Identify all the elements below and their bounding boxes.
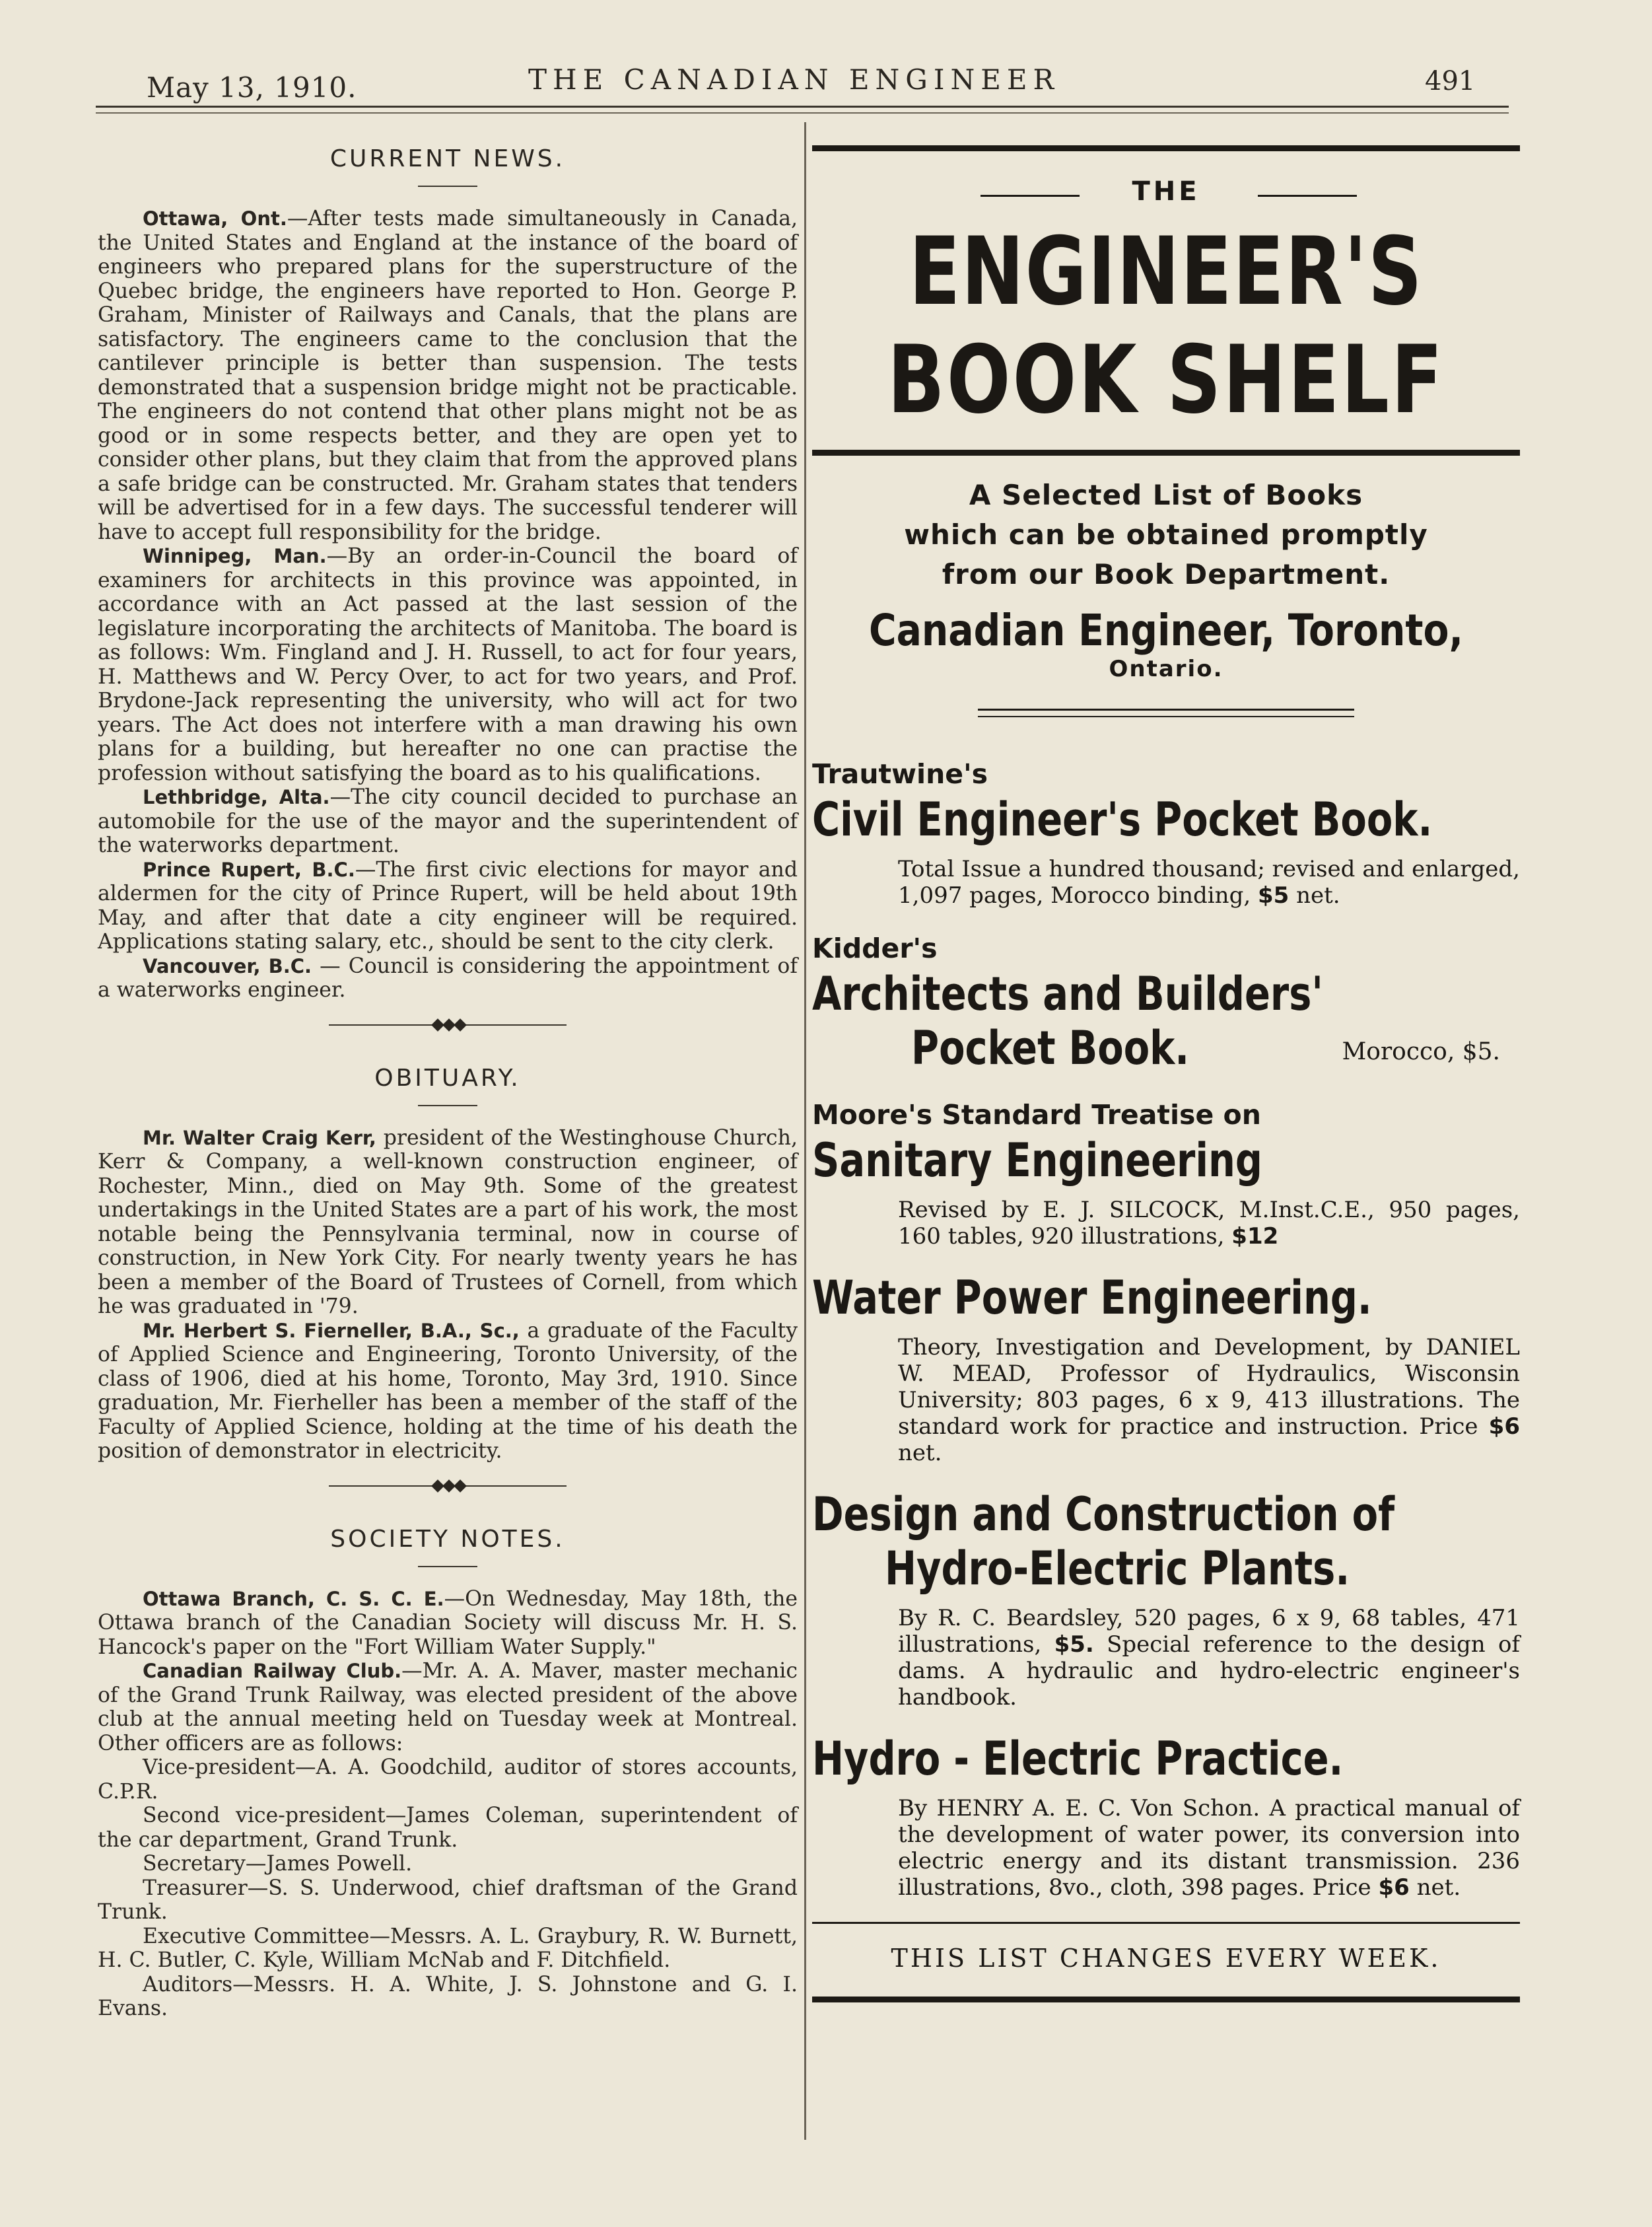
book-price: $5 [1257,882,1290,909]
book-author: Trautwine's [812,758,988,790]
book-author: Moore's Standard Treatise on [812,1099,1261,1131]
ornament-divider [329,1479,567,1493]
news-item-lead: Lethbridge, Alta. [143,786,330,808]
book-title-cont: Hydro-Electric Plants. [885,1541,1350,1596]
ad-title-line2: BOOK SHELF [887,326,1445,435]
header-rule-thin [96,112,1509,114]
selected-line: A Selected List of Books [969,479,1363,511]
current-news-list [98,207,798,1003]
news-item [98,954,798,1003]
book-description [812,1334,1520,1466]
obituary-list [98,1126,798,1464]
the-word: THE [1125,176,1206,207]
book-title: Hydro - Electric Practice. [812,1732,1344,1786]
selected-line: which can be obtained promptly [904,518,1428,551]
obituary-item-text: president of the Westinghouse Church, Kerr & Company, a well-known construction engineer, of Rochester, Minn., died on May 9th. Some of the greatest undertakings in the United States are a part of his work, the most notable being the Pennsylvania terminal, now in course of construction, in New York City. For nearly twenty years he has been a member of the Board of Trustees of Cornell, from which he was graduated in '79. [98,1125,798,1318]
news-item [98,207,798,544]
book-entry [812,1732,1520,1901]
book-title: Design and Construction of [812,1487,1395,1541]
book-desc-text: Revised by E. J. SILCOCK, M.Inst.C.E., 950 pages, 160 tables, 920 illustrations, [898,1197,1520,1250]
ad-bottom-rule [812,1997,1520,2002]
book-title-row [812,1021,1520,1075]
book-title: Architects and Builders' [812,967,1323,1021]
book-desc-tail: Special reference to the design of dams. A hydraulic and hydro-electric engineer's handbook. [898,1631,1520,1711]
news-item-text: —After tests made simultaneously in Canada, the United States and England at the instance of the board of engineers who prepared plans for the superstructure of the Quebec bridge, the engineers have reported to Hon. George P. Graham, Minister of Railways and Canals, that the plans are satisfactory. The engineers came to the conclusion that the cantilever principle is better than suspension. The tests demonstrated that a suspension bridge might not be practicable. The engineers do not contend that other plans might not be as good or in some respects better, and they are open yet to consider other plans, but they claim that from the approved plans a safe bridge can be constructed. Mr. Graham states that tenders will be advertised for in a few days. The successful tenderer will have to accept full responsibility for the bridge. [98,207,798,544]
society-notes-list [98,1587,798,2021]
book-desc-tail: net. [898,1440,942,1466]
news-item-text: — Council is considering the appointment of a waterworks engineer. [98,954,798,1002]
officer-entry: Auditors—Messrs. H. A. White, J. S. Johnstone and G. I. Evans. [98,1972,798,2020]
book-desc-text: By HENRY A. E. C. Von Schon. A practical manual of the development of water power, its conversion into electric energy and its distant transmission. 236 illustrations, 8vo., cloth, 398 pages. Price [898,1795,1520,1901]
society-notes-heading: SOCIETY NOTES. [330,1525,565,1553]
book-desc-tail: net. [1409,1874,1461,1901]
book-entry [812,930,1520,1075]
news-item-lead: Vancouver, B.C. [143,954,312,977]
book-title-cont: Pocket Book. [911,1021,1190,1075]
selected-list-text [812,476,1520,594]
section-rule [418,1566,477,1567]
book-description [812,1197,1520,1250]
the-banner [812,176,1520,216]
obituary-item-lead: Mr. Herbert S. Fierneller, B.A., Sc., [143,1319,520,1342]
ad-title-rule [812,450,1520,456]
news-column [98,145,798,2021]
news-item-lead: Ottawa, Ont. [143,207,287,230]
header-rule [96,106,1509,108]
officer-entry: Vice-president—A. A. Goodchild, auditor of stores accounts, C.P.R. [98,1755,798,1804]
book-title: Water Power Engineering. [812,1271,1372,1325]
book-description [812,1605,1520,1711]
issue-date: May 13, 1910. [147,71,357,104]
list-changes-note: THIS LIST CHANGES EVERY WEEK. [891,1944,1441,1973]
book-shelf-advertisement [812,145,1520,2002]
officer-entry: Executive Committee—Messrs. A. L. Graybury, R. W. Burnett, H. C. Butler, C. Kyle, William McNab and F. Ditchfield. [98,1924,798,1972]
journal-title: THE CANADIAN ENGINEER [528,63,1060,96]
double-rule [978,709,1354,717]
news-item-text: —By an order-in-Council the board of examiners for architects in this province was appointed, in accordance with an Act passed at the last session of the legislature incorporating the architects of Manitoba. The board is as follows: Wm. Fingland and J. H. Russell, to act for four years, H. Matthews and W. Percy Over, to act for two years, and Prof. Brydone-Jack representing the university, who will act for two years. The Act does not interfere with a man drawing his own plans for a building, but hereafter no one can practise the profession without satisfying the board as to his qualifications. [98,544,798,785]
book-entry [812,1487,1520,1711]
book-desc-text: Theory, Investigation and Development, by DANIEL W. MEAD, Professor of Hydraulics, Wisconsin University; 803 pages, 6 x 9, 413 illustrations. The standard work for practice and instruction. Price [898,1334,1520,1440]
society-item [98,1659,798,1755]
section-rule [418,1105,477,1106]
society-item [98,1587,798,1660]
book-entry [812,1271,1520,1466]
ad-top-rule [812,145,1520,151]
book-desc-tail: net. [1289,882,1340,909]
society-item-lead: Ottawa Branch, C. S. C. E. [143,1587,444,1610]
obituary-item [98,1126,798,1319]
footer-rule [812,1922,1520,1924]
news-item-lead: Winnipeg, Man. [143,545,327,567]
book-desc-text: Total Issue a hundred thousand; revised and enlarged, 1,097 pages, Morocco binding, [898,856,1520,909]
news-item-text: —The first civic elections for mayor and aldermen for the city of Prince Rupert, will be held about 19th May, and after that date a city engineer will be required. Applications stating salary, etc., should be sent to the city clerk. [98,857,798,954]
society-item-lead: Canadian Railway Club. [143,1660,402,1682]
column-divider [804,122,806,2140]
page-number: 491 [1425,66,1476,96]
obituary-heading: OBITUARY. [374,1064,521,1092]
obituary-item [98,1319,798,1464]
book-desc-text: By R. C. Beardsley, 520 pages, 6 x 9, 68 tables, 471 illustrations, [898,1605,1520,1658]
ornament-divider [329,1018,567,1032]
news-item [98,858,798,954]
officer-entry: Secretary—James Powell. [143,1852,413,1876]
book-price: $12 [1231,1223,1279,1250]
book-title: Sanitary Engineering [812,1133,1262,1187]
book-description [812,856,1520,909]
book-title: Civil Engineer's Pocket Book. [812,793,1433,847]
publisher-name: Canadian Engineer, Toronto, [868,605,1464,656]
book-description [812,1795,1520,1901]
publisher-location: Ontario. [1109,656,1223,682]
news-item-lead: Prince Rupert, B.C. [143,858,355,881]
book-author: Kidder's [812,933,938,964]
book-price: $5. [1054,1631,1094,1658]
officer-entry: Treasurer—S. S. Underwood, chief draftsman of the Grand Trunk. [98,1876,798,1924]
book-price: $6 [1378,1874,1410,1901]
book-entry [812,756,1520,909]
obituary-item-lead: Mr. Walter Craig Kerr, [143,1126,376,1149]
section-rule [418,186,477,187]
obituary-item-text: a graduate of the Faculty of Applied Science and Engineering, Toronto University, of the class of 1906, died at his home, Toronto, May 3rd, 1910. Since graduation, Mr. Fierheller has been a member of the staff of the Faculty of Applied Science, holding at the time of his death the position of demonstrator in electricity. [98,1318,798,1463]
book-binding-price: Morocco, $5. [1342,1038,1500,1065]
news-item-text: —The city council decided to purchase an automobile for the use of the mayor and the superintendent of the waterworks department. [98,785,798,857]
book-price: $6 [1488,1413,1520,1440]
current-news-heading: CURRENT NEWS. [329,145,566,172]
society-item-text: —On Wednesday, May 18th, the Ottawa branch of the Canadian Society will discuss Mr. H. S. Hancock's paper on the "Fort William Water Supply." [98,1586,798,1659]
officer-entry: Second vice-president—James Coleman, superintendent of the car department, Grand Trunk. [98,1804,798,1852]
selected-line: from our Book Department. [942,558,1391,590]
news-item [98,785,798,858]
society-item-text: —Mr. A. A. Maver, master mechanic of the Grand Trunk Railway, was elected president of the above club at the annual meeting held on Tuesday week at Montreal. Other officers are as follows: [98,1659,798,1755]
ad-title-line1: ENGINEER'S [909,217,1424,326]
news-item [98,544,798,785]
book-entry [812,1096,1520,1250]
